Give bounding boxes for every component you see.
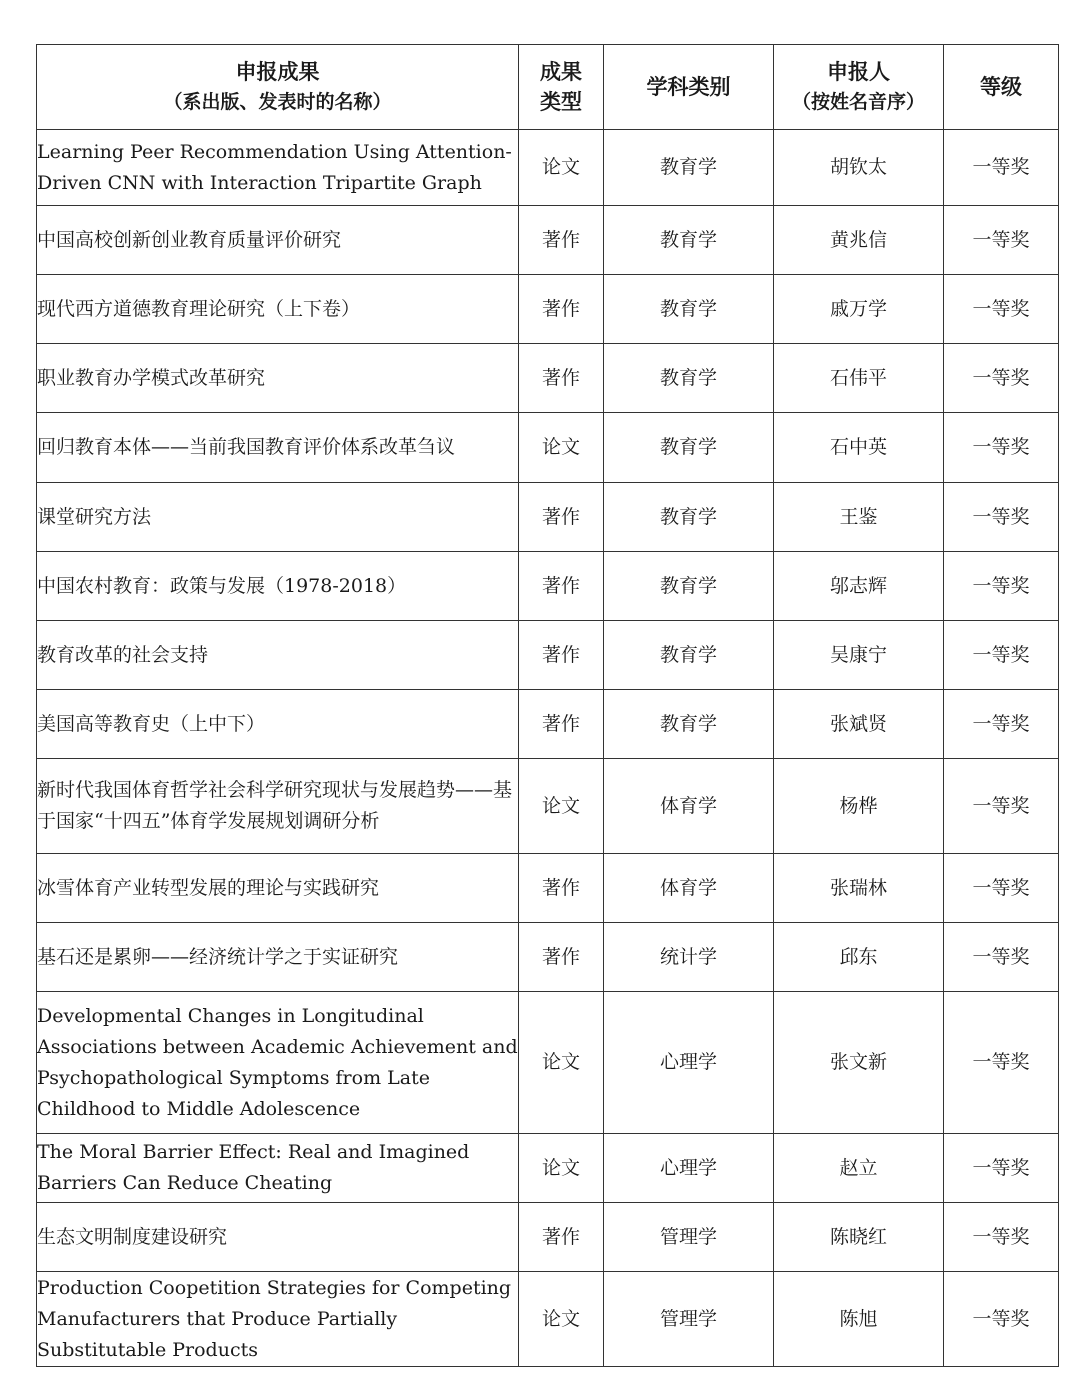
row-grade: 一等奖 — [944, 621, 1059, 690]
header-applicant-title: 申报人 — [827, 59, 890, 84]
header-result-note: （系出版、发表时的名称） — [163, 91, 392, 113]
row-grade: 一等奖 — [944, 759, 1059, 854]
row-type: 著作 — [519, 552, 604, 621]
row-type: 著作 — [519, 483, 604, 552]
header-grade: 等级 — [944, 45, 1059, 130]
row-applicant: 黄兆信 — [774, 206, 944, 275]
row-discipline: 教育学 — [604, 621, 774, 690]
row-discipline: 心理学 — [604, 992, 774, 1134]
row-type: 著作 — [519, 206, 604, 275]
row-applicant: 石伟平 — [774, 344, 944, 413]
row-type: 著作 — [519, 1203, 604, 1272]
header-result-title: 申报成果 — [235, 59, 320, 84]
row-type: 著作 — [519, 275, 604, 344]
table-row — [37, 483, 1059, 552]
row-discipline: 管理学 — [604, 1272, 774, 1367]
row-applicant: 陈旭 — [774, 1272, 944, 1367]
row-applicant: 张瑞林 — [774, 854, 944, 923]
row-grade: 一等奖 — [944, 854, 1059, 923]
row-grade: 一等奖 — [944, 1134, 1059, 1203]
header-type — [519, 45, 604, 130]
table-row — [37, 992, 1059, 1134]
table-row — [37, 759, 1059, 854]
row-applicant: 陈晓红 — [774, 1203, 944, 1272]
row-title: The Moral Barrier Effect: Real and Imagined Barriers Can Reduce Cheating — [37, 1134, 519, 1203]
row-discipline: 教育学 — [604, 690, 774, 759]
row-title: 职业教育办学模式改革研究 — [37, 344, 519, 413]
row-discipline: 体育学 — [604, 759, 774, 854]
row-discipline: 教育学 — [604, 552, 774, 621]
row-title: 课堂研究方法 — [37, 483, 519, 552]
row-discipline: 教育学 — [604, 344, 774, 413]
row-discipline: 心理学 — [604, 1134, 774, 1203]
row-discipline: 统计学 — [604, 923, 774, 992]
row-grade: 一等奖 — [944, 690, 1059, 759]
row-applicant: 戚万学 — [774, 275, 944, 344]
row-title: 教育改革的社会支持 — [37, 621, 519, 690]
row-title: 生态文明制度建设研究 — [37, 1203, 519, 1272]
row-type: 论文 — [519, 992, 604, 1134]
table-row — [37, 413, 1059, 483]
table-row — [37, 621, 1059, 690]
row-applicant: 胡钦太 — [774, 130, 944, 206]
row-discipline: 管理学 — [604, 1203, 774, 1272]
row-discipline: 教育学 — [604, 413, 774, 483]
table-body — [37, 130, 1059, 1367]
row-applicant: 吴康宁 — [774, 621, 944, 690]
row-type: 论文 — [519, 130, 604, 206]
row-discipline: 教育学 — [604, 130, 774, 206]
table-row — [37, 1134, 1059, 1203]
row-title: 中国农村教育：政策与发展（1978-2018） — [37, 552, 519, 621]
row-title: 回归教育本体——当前我国教育评价体系改革刍议 — [37, 413, 519, 483]
row-type: 论文 — [519, 1272, 604, 1367]
table-row — [37, 344, 1059, 413]
header-result — [37, 45, 519, 130]
table-row — [37, 1203, 1059, 1272]
table-row — [37, 275, 1059, 344]
row-grade: 一等奖 — [944, 483, 1059, 552]
row-title: 基石还是累卵——经济统计学之于实证研究 — [37, 923, 519, 992]
row-grade: 一等奖 — [944, 992, 1059, 1134]
table-row — [37, 854, 1059, 923]
row-grade: 一等奖 — [944, 1272, 1059, 1367]
row-grade: 一等奖 — [944, 206, 1059, 275]
table-row — [37, 552, 1059, 621]
row-applicant: 邬志辉 — [774, 552, 944, 621]
row-title: 美国高等教育史（上中下） — [37, 690, 519, 759]
row-title: Learning Peer Recommendation Using Attention-Driven CNN with Interaction Tripartite Graph — [37, 130, 519, 206]
row-title: 现代西方道德教育理论研究（上下卷） — [37, 275, 519, 344]
header-discipline: 学科类别 — [604, 45, 774, 130]
table-row — [37, 690, 1059, 759]
row-title: Developmental Changes in Longitudinal Associations between Academic Achievement and Psychopathological Symptoms from Late Childhood to Middle Adolescence — [37, 992, 519, 1134]
row-applicant: 张斌贤 — [774, 690, 944, 759]
row-applicant: 王鉴 — [774, 483, 944, 552]
row-applicant: 赵立 — [774, 1134, 944, 1203]
row-type: 著作 — [519, 690, 604, 759]
row-type: 论文 — [519, 413, 604, 483]
row-type: 论文 — [519, 1134, 604, 1203]
row-discipline: 教育学 — [604, 206, 774, 275]
row-type: 著作 — [519, 854, 604, 923]
row-type: 著作 — [519, 923, 604, 992]
table-row — [37, 130, 1059, 206]
row-type: 论文 — [519, 759, 604, 854]
row-grade: 一等奖 — [944, 130, 1059, 206]
header-applicant — [774, 45, 944, 130]
row-title: 中国高校创新创业教育质量评价研究 — [37, 206, 519, 275]
row-grade: 一等奖 — [944, 413, 1059, 483]
row-grade: 一等奖 — [944, 923, 1059, 992]
row-applicant: 邱东 — [774, 923, 944, 992]
awards-table — [36, 44, 1059, 1367]
row-grade: 一等奖 — [944, 1203, 1059, 1272]
row-applicant: 石中英 — [774, 413, 944, 483]
row-title: 冰雪体育产业转型发展的理论与实践研究 — [37, 854, 519, 923]
header-applicant-note: （按姓名音序） — [791, 91, 925, 113]
table-row — [37, 1272, 1059, 1367]
row-title: 新时代我国体育哲学社会科学研究现状与发展趋势——基于国家“十四五”体育学发展规划调研分析 — [37, 759, 519, 854]
row-discipline: 体育学 — [604, 854, 774, 923]
row-grade: 一等奖 — [944, 275, 1059, 344]
table-row — [37, 206, 1059, 275]
row-applicant: 杨桦 — [774, 759, 944, 854]
row-type: 著作 — [519, 621, 604, 690]
header-type-line2: 类型 — [540, 89, 582, 114]
row-grade: 一等奖 — [944, 552, 1059, 621]
table-row — [37, 923, 1059, 992]
row-title: Production Coopetition Strategies for Competing Manufacturers that Produce Partially Substitutable Products — [37, 1272, 519, 1367]
row-grade: 一等奖 — [944, 344, 1059, 413]
row-discipline: 教育学 — [604, 275, 774, 344]
header-type-line1: 成果 — [540, 59, 582, 84]
header-row — [37, 45, 1059, 130]
row-applicant: 张文新 — [774, 992, 944, 1134]
row-discipline: 教育学 — [604, 483, 774, 552]
row-type: 著作 — [519, 344, 604, 413]
